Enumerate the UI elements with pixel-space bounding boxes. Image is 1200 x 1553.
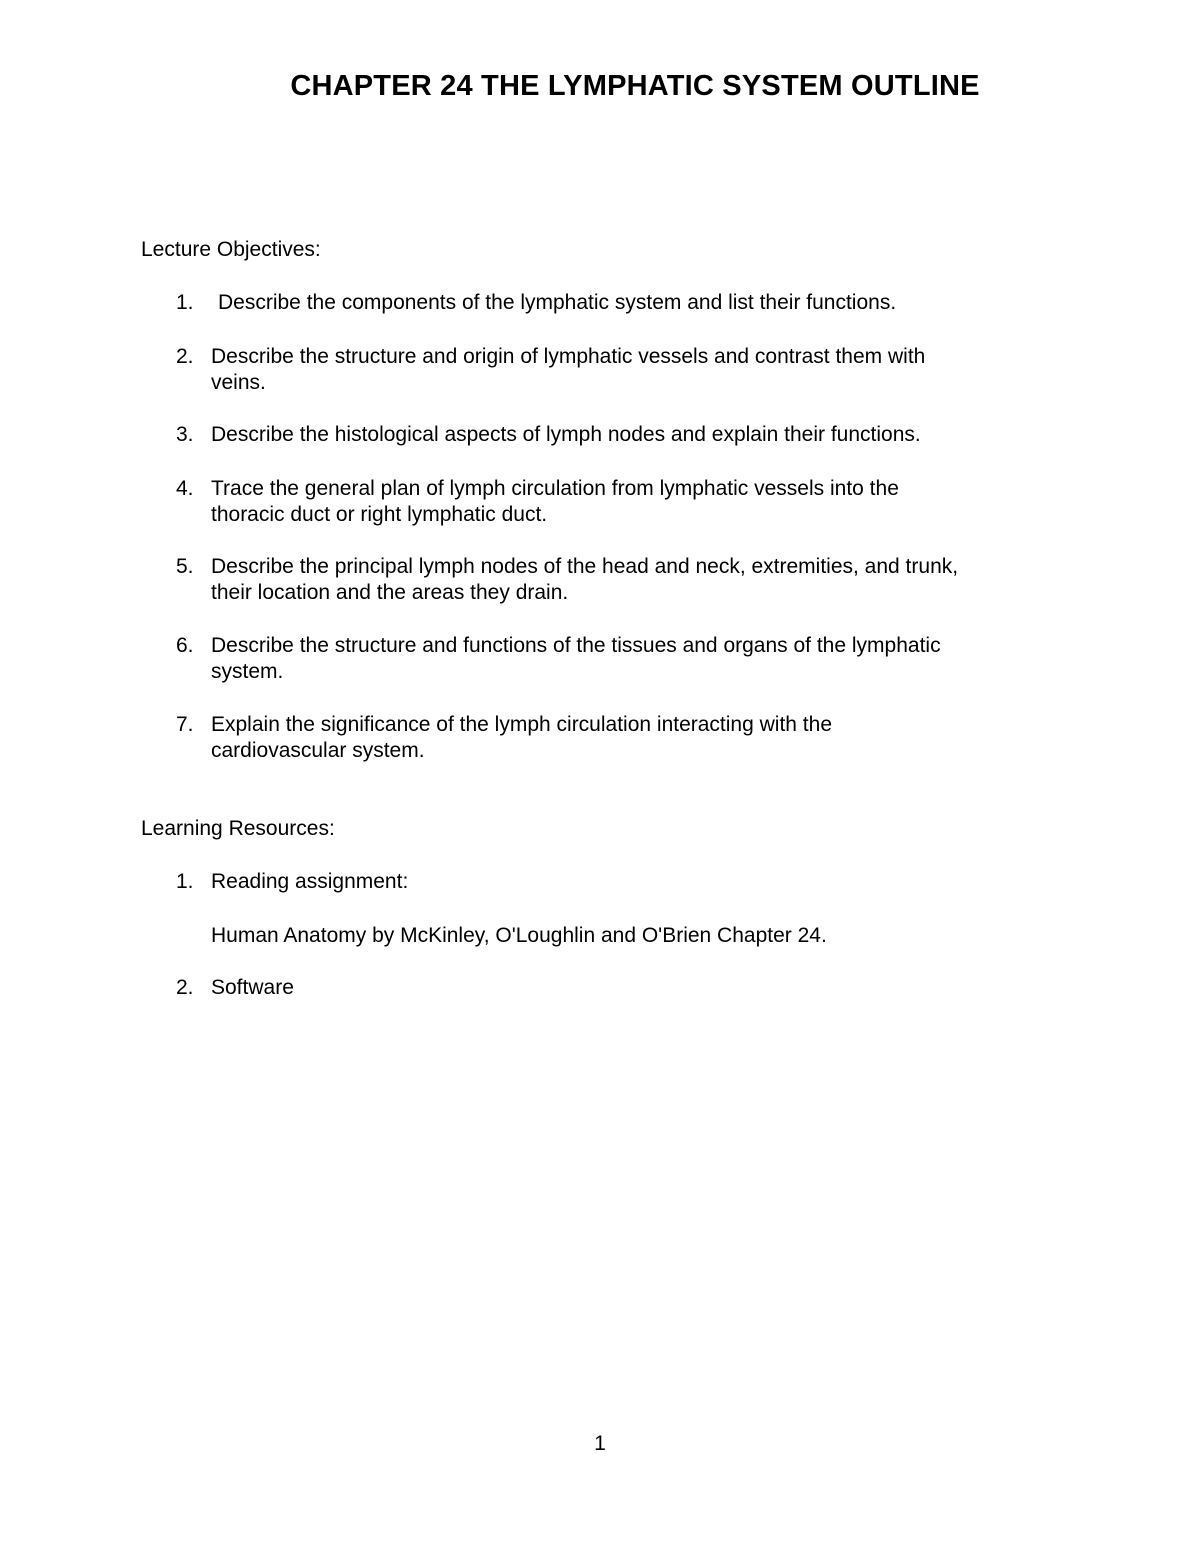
item-text-line2: cardiovascular system.: [211, 739, 425, 762]
item-number: 5.: [176, 555, 194, 578]
item-number: 2.: [176, 976, 194, 999]
item-text-line1: Describe the structure and functions of the tissues and organs of the lymphatic: [211, 634, 941, 657]
item-number: 1.: [176, 870, 194, 893]
item-number: 3.: [176, 423, 194, 446]
item-number: 2.: [176, 345, 194, 368]
item-number: 7.: [176, 713, 194, 736]
item-text: Software: [211, 976, 294, 999]
item-text-line1: Describe the principal lymph nodes of the head and neck, extremities, and trunk,: [211, 555, 959, 578]
item-text-line1: Describe the structure and origin of lymphatic vessels and contrast them with: [211, 345, 926, 368]
item-text: Describe the components of the lymphatic system and list their functions.: [218, 291, 897, 314]
item-text-line1: Explain the significance of the lymph circulation interacting with the: [211, 713, 832, 736]
item-number: 4.: [176, 477, 194, 500]
lecture-objectives-heading: Lecture Objectives:: [141, 238, 321, 261]
item-text-line2: system.: [211, 660, 284, 683]
item-text: Reading assignment:: [211, 870, 409, 893]
learning-resources-heading: Learning Resources:: [141, 817, 335, 840]
page-title: CHAPTER 24 THE LYMPHATIC SYSTEM OUTLINE: [290, 70, 980, 102]
item-text-line2: veins.: [211, 371, 266, 394]
item-number: 1.: [176, 291, 194, 314]
item-text-line2: their location and the areas they drain.: [211, 581, 569, 604]
item-text-line2: thoracic duct or right lymphatic duct.: [211, 503, 548, 526]
reading-assignment-detail: Human Anatomy by McKinley, O'Loughlin and O'Brien Chapter 24.: [211, 924, 827, 947]
item-number: 6.: [176, 634, 194, 657]
item-text: Describe the histological aspects of lymph nodes and explain their functions.: [211, 423, 921, 446]
item-text-line1: Trace the general plan of lymph circulation from lymphatic vessels into the: [211, 477, 899, 500]
page-number: 1: [594, 1432, 606, 1455]
